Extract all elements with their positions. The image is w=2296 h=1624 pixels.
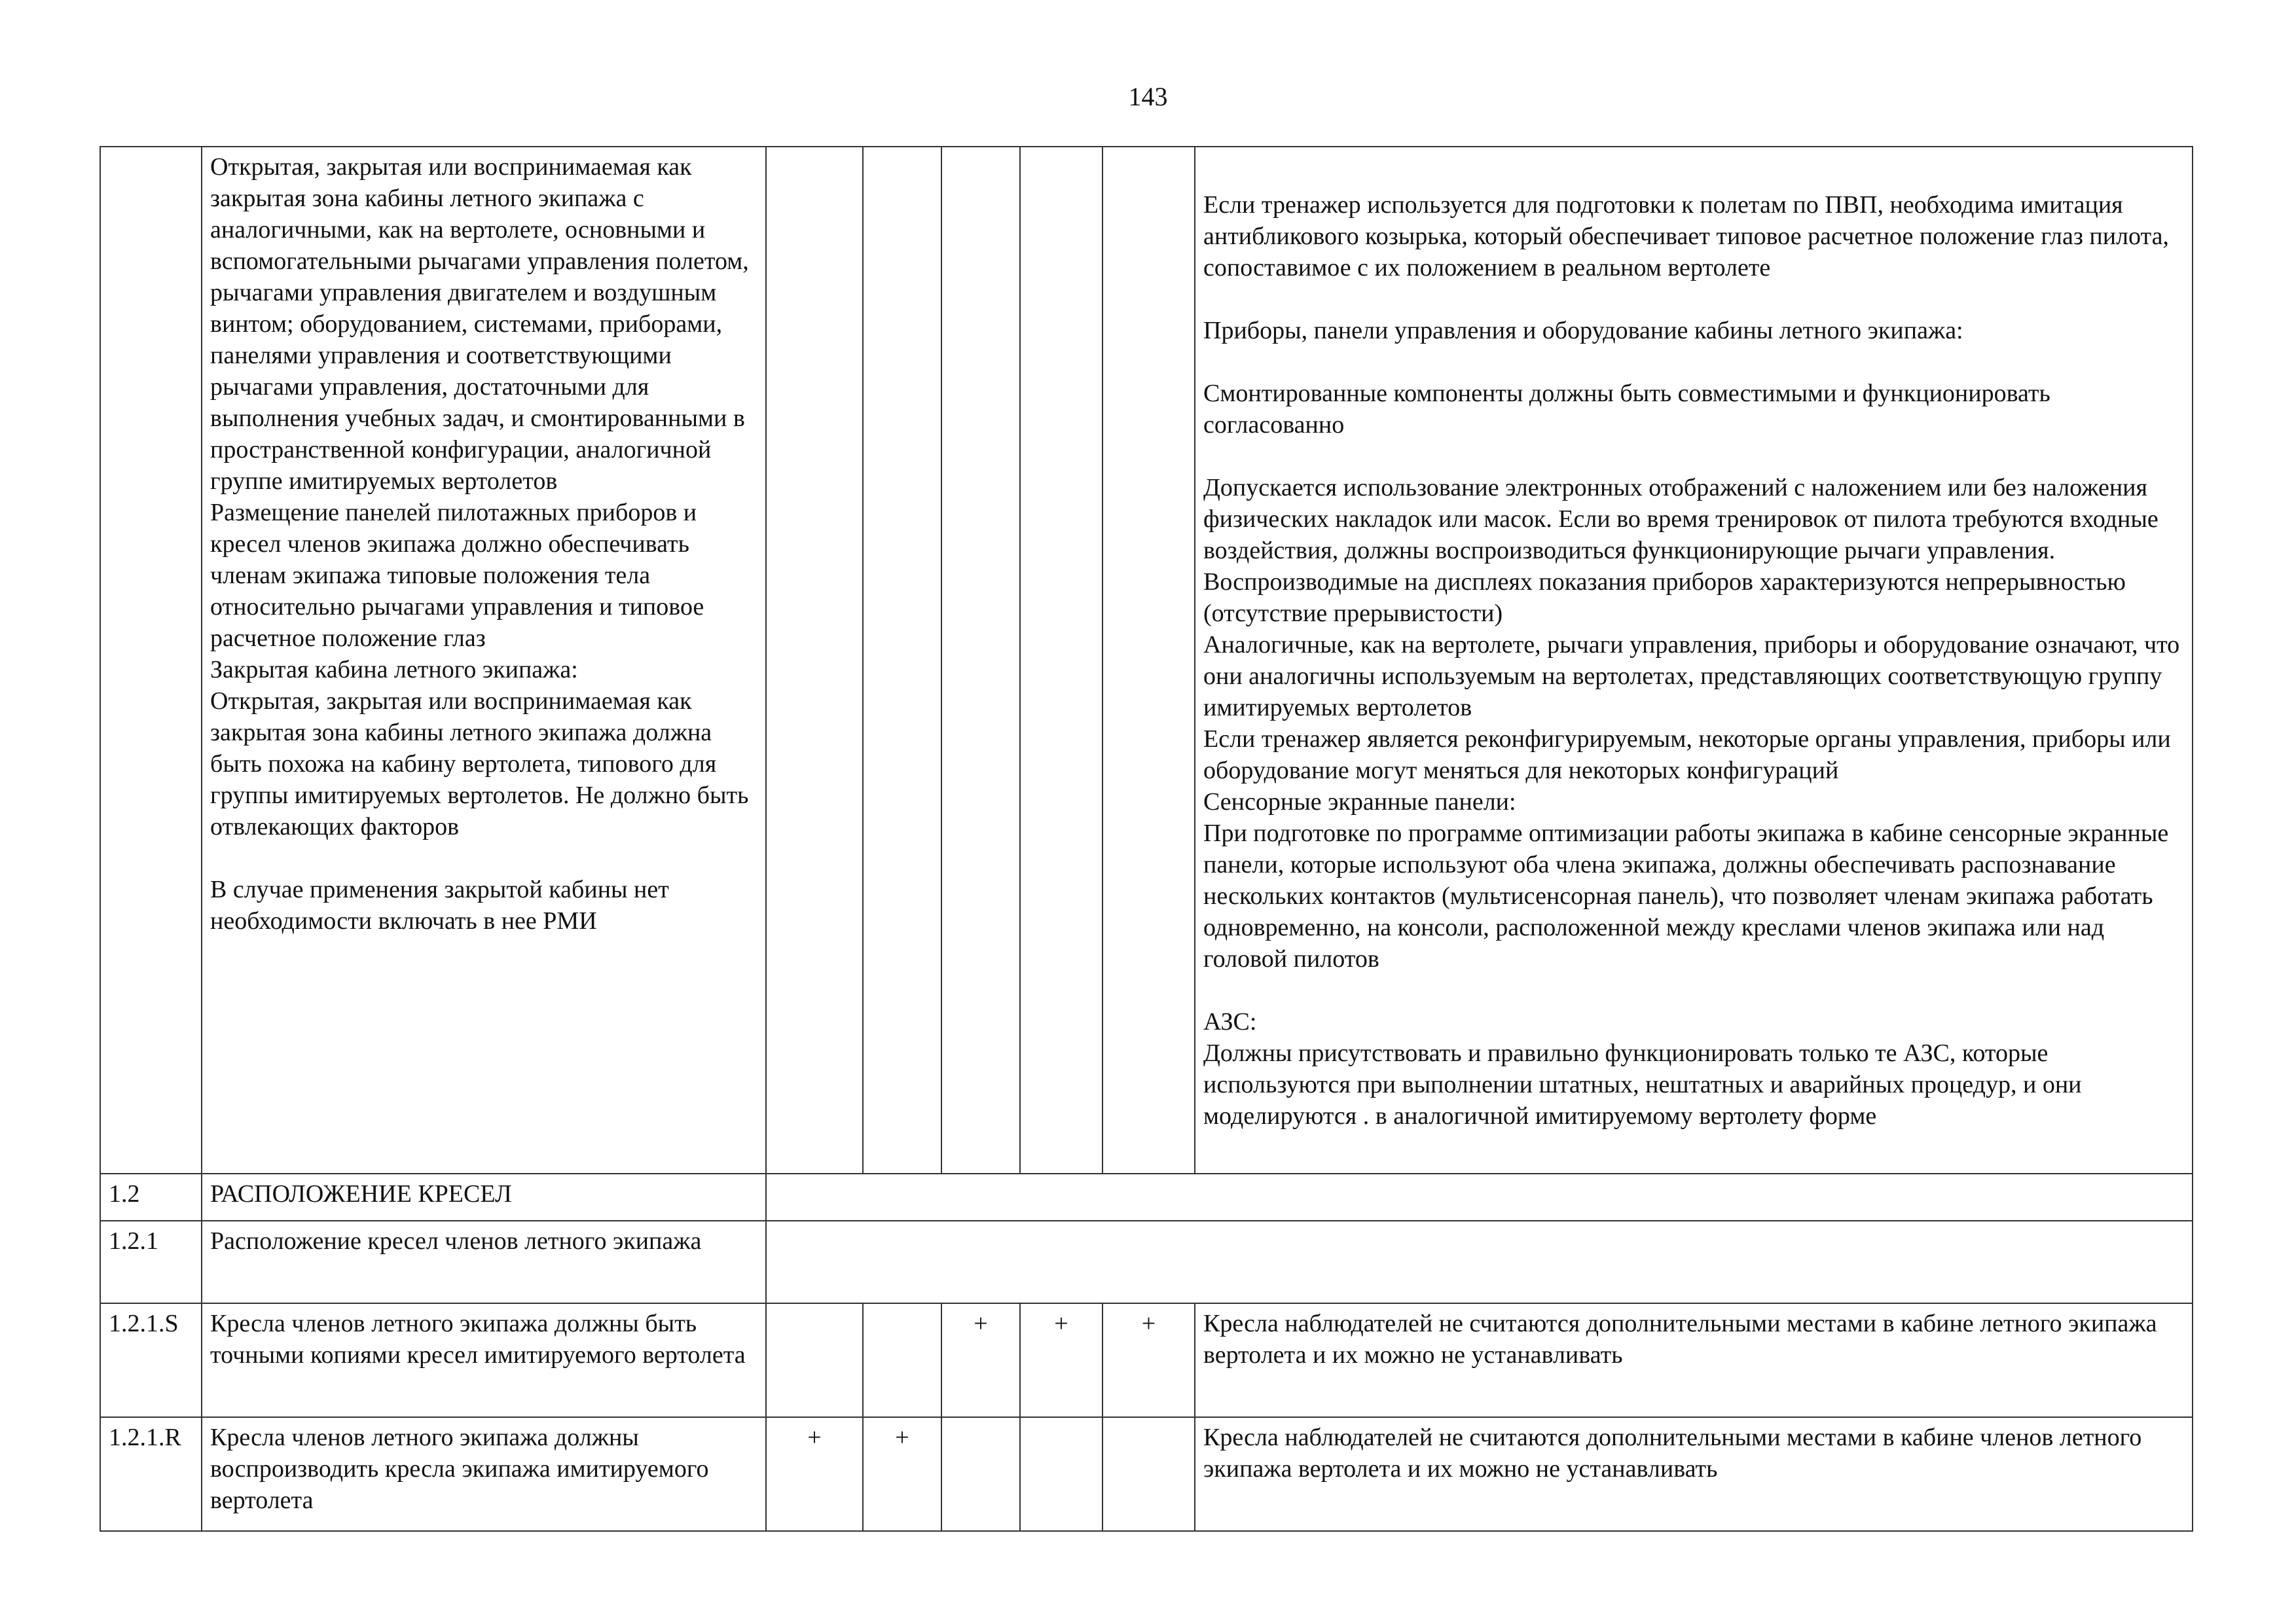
note-paragraph: При подготовке по программе оптимизации работы экипажа в кабине сенсорные экранные панели, которые используют оба члена экипажа, должны обеспечивать распознавание нескольких контактов (мультисенсорная панель), что позволяет членам экипажа работать одновременно, на консоли, расположенной между креслами членов экипажа или над головой пилотов: [1203, 820, 2169, 973]
requirement-paragraph: Открытая, закрытая или воспринимаемая как закрытая зона кабины летного экипажа должна быть похожа на кабину вертолета, типового для группы имитируемых вертолетов. Не должно быть отвлекающих факторов: [210, 687, 749, 840]
notes-cell: [1195, 147, 2193, 1174]
row-number-cell: 1.2.1: [100, 1221, 202, 1303]
requirements-table: [100, 146, 2193, 1532]
table-row: [100, 1221, 2193, 1303]
row-number-cell: 1.2.1.S: [100, 1303, 202, 1417]
requirement-cell: Расположение кресел членов летного экипажа: [202, 1221, 766, 1303]
row-number-cell: [100, 147, 202, 1174]
requirement-cell: Кресла членов летного экипажа должны воспроизводить кресла экипажа имитируемого вертолета: [202, 1417, 766, 1531]
paragraph-gap: [1203, 441, 2184, 472]
requirement-cell: Кресла членов летного экипажа должны быть точными копиями кресел имитируемого вертолета: [202, 1303, 766, 1417]
paragraph-gap: [1203, 975, 2184, 1006]
mark-cell-3: [941, 147, 1020, 1174]
mark-cell-2: [863, 147, 941, 1174]
mark-cell-2: +: [863, 1417, 941, 1531]
note-paragraph: Сенсорные экранные панели:: [1203, 788, 1516, 816]
row-number-cell: 1.2.1.R: [100, 1417, 202, 1531]
table-row: [100, 1303, 2193, 1417]
table-row: [100, 147, 2193, 1174]
mark-cell-5: [1102, 1417, 1195, 1531]
row-number-cell: 1.2: [100, 1174, 202, 1221]
mark-cell-4: [1020, 1417, 1102, 1531]
note-paragraph: Допускается использование электронных отображений с наложением или без наложения физических накладок или масок. Если во время тренировок от пилота требуются входные воздействия, должны воспроизводиться функционирующие рычаги управления. Воспроизводимые на дисплеях показания приборов характеризуются непрерывностью (отсутствие прерывистости): [1203, 474, 2159, 627]
note-paragraph: Смонтированные компоненты должны быть совместимыми и функционировать согласованно: [1203, 380, 2050, 439]
mark-cell-1: [766, 1303, 863, 1417]
requirement-cell: [202, 147, 766, 1174]
requirement-paragraph: В случае применения закрытой кабины нет необходимости включать в нее РМИ: [210, 876, 669, 935]
mark-cell-5: +: [1102, 1303, 1195, 1417]
requirement-paragraph: Открытая, закрытая или воспринимаемая как закрытая зона кабины летного экипажа с аналогичными, как на вертолете, основными и вспомогательными рычагами управления полетом, рычагами управления двигателем и воздушным винтом; оборудованием, системами, приборами, панелями управления и соответствующими рычагами управления, достаточными для выполнения учебных задач, и смонтированными в пространственной конфигурации, аналогичной группе имитируемых вертолетов: [210, 153, 749, 495]
page-number: 143: [1128, 82, 1168, 111]
note-paragraph: Если тренажер является реконфигурируемым, некоторые органы управления, приборы или оборудование могут меняться для некоторых конфигураций: [1203, 725, 2171, 784]
mark-cell-3: +: [941, 1303, 1020, 1417]
mark-cell-4: +: [1020, 1303, 1102, 1417]
paragraph-gap: [210, 842, 757, 874]
note-paragraph: Должны присутствовать и правильно функционировать только те АЗС, которые используются при выполнении штатных, нештатных и аварийных процедур, и они моделируются . в аналогичной имитируемому вертолету форме: [1203, 1039, 2082, 1130]
table-row: [100, 1174, 2193, 1221]
notes-cell: Кресла наблюдателей не считаются дополнительными местами в кабине летного экипажа вертолета и их можно не устанавливать: [1195, 1303, 2193, 1417]
note-paragraph: Если тренажер используется для подготовки к полетам по ПВП, необходима имитация антибликового козырька, который обеспечивает типовое расчетное положение глаз пилота, сопоставимое с их положением в реальном вертолете: [1203, 191, 2169, 281]
note-paragraph: Аналогичные, как на вертолете, рычаги управления, приборы и оборудование означают, что они аналогичны используемым на вертолетах, представляющих соответствующую группу имитируемых вертолетов: [1203, 631, 2180, 721]
note-paragraph: АЗС:: [1203, 1008, 1257, 1036]
mark-cell-3: [941, 1417, 1020, 1531]
table-row: [100, 1417, 2193, 1531]
paragraph-gap: [1203, 283, 2184, 315]
mark-cell-4: [1020, 147, 1102, 1174]
mark-cell-1: [766, 147, 863, 1174]
notes-cell: Кресла наблюдателей не считаются дополнительными местами в кабине членов летного экипажа вертолета и их можно не устанавливать: [1195, 1417, 2193, 1531]
mark-cell-2: [863, 1303, 941, 1417]
mark-cell-5: [1102, 147, 1195, 1174]
note-paragraph: Приборы, панели управления и оборудование кабины летного экипажа:: [1203, 317, 1963, 344]
requirement-paragraph: Размещение панелей пилотажных приборов и кресел членов экипажа должно обеспечивать членам экипажа типовые положения тела относительно рычагами управления и типовое расчетное положение глаз: [210, 499, 704, 652]
mark-cell-1: +: [766, 1417, 863, 1531]
merged-empty-cell: [766, 1221, 2193, 1303]
paragraph-gap: [1203, 346, 2184, 378]
merged-empty-cell: [766, 1174, 2193, 1221]
requirement-paragraph: Закрытая кабина летного экипажа:: [210, 656, 578, 683]
section-heading-cell: РАСПОЛОЖЕНИЕ КРЕСЕЛ: [202, 1174, 766, 1221]
